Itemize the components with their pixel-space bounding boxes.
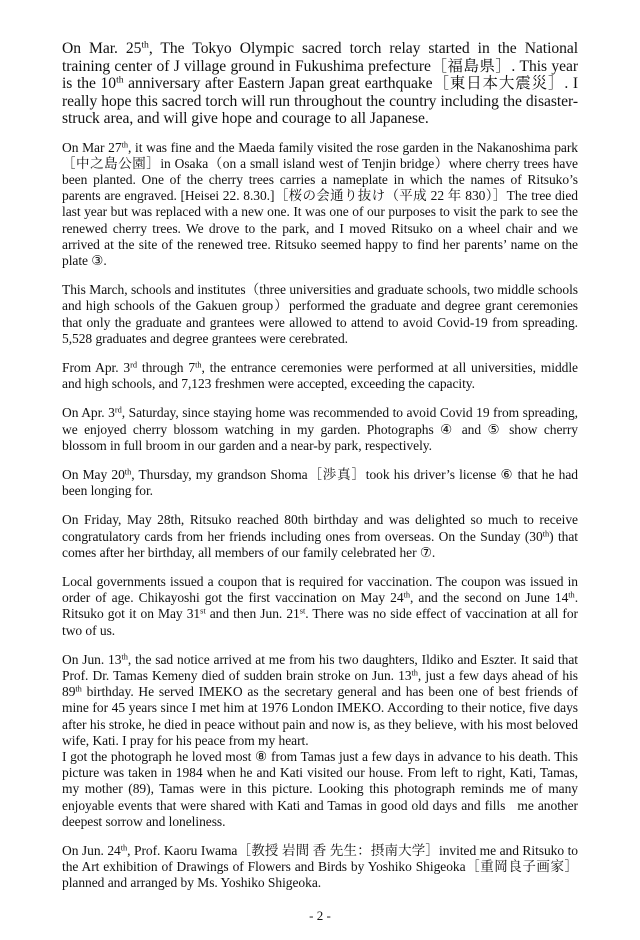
ordinal-suffix: th [121,139,128,149]
text-run: , Thursday, my grandson Shoma［渉真］took his driver’s license ⑥ that he had been longing for. [62,466,582,499]
ordinal-suffix: th [568,590,575,600]
text-run: , the entrance ceremonies were performed at all universities, middle and high schools, and 7,123 freshmen were accepted, exceeding the capacity. [62,359,582,392]
paragraph-p4 [62,359,582,392]
paragraph-p7 [62,512,582,561]
text-run: , the sad notice arrived at me from his two daughters, Ildiko and Eszter. It said that Prof. Dr. Tamas Kemeny died of sudden brain stroke on Jun. 13 [62,651,582,683]
paragraph-p5 [62,405,582,454]
ordinal-suffix: st [299,606,306,616]
paragraph-p10 [62,749,582,830]
text-run: . There was no side effect of vaccination at all for two of us. [62,606,582,638]
text-run: , and the second on June 14 [409,590,569,606]
text-run: through 7 [137,359,196,375]
paragraph-p8 [62,573,582,639]
text-run: On Jun. 13 [62,651,122,667]
text-run: , Saturday, since staying home was recommended to avoid Covid 19 from spreading, we enjoyed cherry blossom watching in my garden. Photographs ④ and ⑤ show cherry blossom in full broom in our garden and a near-by park, respectively. [62,405,582,453]
text-run: On Jun. 24 [62,843,121,859]
text-run: On Friday, May 28th, Ritsuko reached 80th birthday and was delighted so much to receive congratulatory cards from her friends including ones from overseas. On the Sunday (30 [62,512,582,544]
ordinal-suffix: th [403,590,410,600]
paragraph-p2 [62,139,582,270]
text-run: , it was fine and the Maeda family visited the rose garden in the Nakanoshima park［中之島公園］in Osaka（on a small island west of Tenjin bridge）where cherry trees have been planted. One of the cherry trees carries a nameplate in which the names of Ritsuko’s parents are engraved. [Heisei 22. 8.30.]［桜の会通り抜け（平成 22 年 830）］The tree died last year but was replaced with a new one. It was one of our purposes to visit the park to see the renewed cherry trees. We drove to the park, and I moved Ritsuko on a wheel chair and we arrived at the site of the renewed tree. Ritsuko seemed happy to find her parents’ name on the plate ③. [62,139,582,268]
text-run: , just a few days ahead of his 89 [62,667,582,700]
paragraph-p9 [62,651,582,749]
text-run: From Apr. 3 [62,359,131,375]
text-run: anniversary after Eastern Japan great earthquake［東日本大震災］. I really hope this sacred torch will run throughout the country including the disaster-struck area, and will give hope and courage to all Japanese. [62,75,582,127]
ordinal-suffix: th [124,467,132,477]
paragraph-p1 [62,39,582,128]
text-run: On Mar. 25 [62,40,142,57]
ordinal-suffix: th [195,360,202,370]
text-run: On Apr. 3 [62,405,115,421]
text-run: . Ritsuko got it on May 31 [62,590,582,622]
text-run: On May 20 [62,466,125,482]
ordinal-suffix: th [141,39,149,51]
paragraph-p11 [62,843,582,892]
text-run: birthday. He served IMEKO as the secretary general and has been one of best friends of mine for 45 years since I met him at 1976 London IMEKO. According to their notice, five days after his stroke, he died in peace without pain and now is, as they believe, with his most beloved wife, Kati. I pray for his peace from my heart. [62,684,582,748]
text-run: I got the photograph he loved most ⑧ from Tamas just a few days in advance to his death. This picture was taken in 1984 when he and Kati visited our house. From left to right, Kati, Tamas, my mother (89), Tamas were in this picture. Looking this photograph reminds me of many enjoyable events that were shared with Kati and Tamas in good old days and fills me another deepest sorrow and loneliness. [62,749,582,829]
ordinal-suffix: rd [130,360,138,370]
ordinal-suffix: th [116,74,124,86]
paragraph-p6 [62,466,582,499]
ordinal-suffix: th [542,528,550,538]
text-run: On Mar 27 [62,139,122,155]
ordinal-suffix: rd [114,405,122,415]
text-run: , The Tokyo Olympic sacred torch relay started in the National training center of J village ground in Fukushima prefecture［福島県］. This year is the 10 [62,40,582,92]
page-number: - 2 - [309,908,331,923]
text-run: , Prof. Kaoru Iwama［教授 岩間 香 先生：摂南大学］invited me and Ritsuko to the Art exhibition of Drawings of Flowers and Birds by Yoshiko Shigeoka［重岡良子画家］planned and arranged by Ms. Yoshiko Shigeoka. [62,843,582,891]
text-run: and then Jun. 21 [205,606,300,622]
ordinal-suffix: th [120,843,128,853]
paragraph-p3 [62,282,582,347]
document-body [62,39,582,892]
ordinal-suffix: th [75,684,82,694]
ordinal-suffix: th [121,652,128,662]
text-run: Local governments issued a coupon that is required for vaccination. The coupon was issued in order of age. Chikayoshi got the first vaccination on May 24 [62,573,582,606]
text-run: ) that comes after her birthday, all members of our family celebrated her ⑦. [62,528,582,560]
text-run: This March, schools and institutes（three universities and graduate schools, two middle schools and high schools of the Gakuen group）performed the graduate and degree grant ceremonies that only the graduate and grantees were allowed to attend to avoid Covid-19 from spreading. 5,528 graduates and degree grantees were cerebrated. [62,282,582,346]
ordinal-suffix: st [200,606,206,616]
ordinal-suffix: th [411,668,418,678]
